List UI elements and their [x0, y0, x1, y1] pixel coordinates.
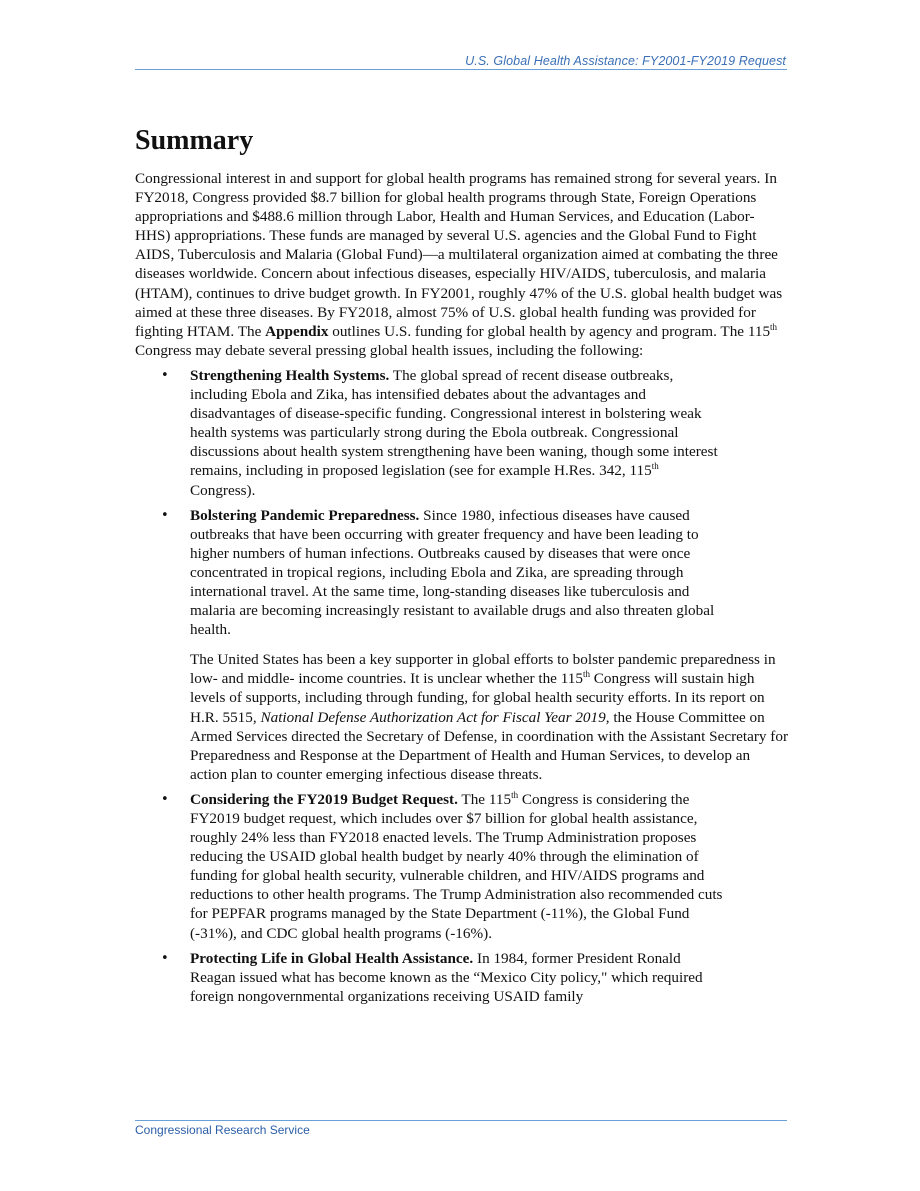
ndaa-title: National Defense Authorization Act for Fiscal Year 2019: [260, 708, 606, 726]
bullet-icon: •: [161, 507, 169, 523]
appendix-reference: Appendix: [265, 322, 329, 340]
subparagraph-superscript: th: [582, 669, 590, 680]
intro-superscript: th: [770, 321, 778, 332]
subparagraph-text-1: The United States has been a key supporter in global efforts to bolster pandemic preparedness in low- and middle- income countries. It is unclear whether the 115: [190, 651, 776, 688]
list-item-text: [190, 949, 725, 1006]
list-item-lead: Considering the FY2019 Budget Request.: [190, 790, 458, 808]
intro-text-1: Congressional interest in and support for global health programs has remained strong for several years. In FY2018, Congress provided $8.7 billion for global health programs through State, Foreign Operations appropriations and $488.6 million through Labor, Health and Human Services, and Education (Labor-HHS) appropriations. These funds are managed by several U.S. agencies and the Global Fund to Fight AIDS, Tuberculosis and Malaria (Global Fund)—a multilateral organization aimed at combating the three diseases worldwide. Concern about infectious diseases, especially HIV/AIDS, tuberculosis, and malaria (HTAM), continues to drive budget growth. In FY2001, roughly 47% of the U.S. global health budget was aimed at these three diseases. By FY2018, almost 75% of U.S. global health funding was provided for fighting HTAM. The: [135, 170, 783, 340]
list-item-body: In 1984, former President Ronald Reagan issued what has become known as the “Mexico City policy," which required foreign nongovernmental organizations receiving USAID family: [190, 949, 703, 1005]
list-item-budget-request: [135, 790, 787, 943]
list-item-health-systems: [135, 366, 787, 500]
list-item-pandemic-preparedness: [135, 506, 787, 784]
list-item-body-end: Congress).: [190, 481, 256, 499]
list-item-text: [190, 790, 725, 943]
list-item-protecting-life: [135, 949, 787, 1006]
list-item-text: [190, 366, 725, 500]
list-item-lead: Strengthening Health Systems.: [190, 366, 390, 384]
issue-list: [135, 366, 787, 1006]
intro-text-2: outlines U.S. funding for global health by agency and program. The 115: [328, 322, 771, 340]
list-item-superscript: th: [511, 789, 519, 800]
running-header-title: U.S. Global Health Assistance: FY2001-FY2019 Request: [465, 54, 786, 68]
list-item-body: The global spread of recent disease outbreaks, including Ebola and Zika, has intensified debates about the advantages and disadvantages of disease-specific funding. Congressional interest in bolstering weak health systems was particularly strong during the Ebola outbreak. Congressional discussions about health system strengthening have been waning, though some interest remains, including in proposed legislation (see for example H.Res. 342, 115: [190, 366, 718, 480]
list-item-superscript: th: [651, 461, 659, 472]
header-rule: [135, 69, 787, 70]
list-item-lead: Bolstering Pandemic Preparedness.: [190, 506, 420, 524]
intro-text-3: Congress may debate several pressing global health issues, including the following:: [135, 341, 644, 359]
bullet-icon: •: [161, 950, 169, 966]
bullet-icon: •: [161, 367, 169, 383]
subparagraph-text-2: Congress will sustain high levels of supports, including through funding, for global health security efforts. In its report on H.R. 5515,: [190, 670, 765, 726]
list-item-lead: Protecting Life in Global Health Assistance.: [190, 949, 474, 967]
list-item-body: Since 1980, infectious diseases have caused outbreaks that have been occurring with greater frequency and have been leading to higher numbers of human infections. Outbreaks caused by diseases that were once concentrated in tropical regions, including Ebola and Zika, are spreading through international travel. At the same time, long-standing diseases like tuberculosis and malaria are becoming increasingly resistant to available drugs and also threaten global health.: [190, 506, 715, 639]
list-item-text: [190, 506, 725, 640]
bullet-icon: •: [161, 791, 169, 807]
summary-section: [135, 124, 787, 1006]
section-heading: Summary: [135, 125, 254, 156]
subparagraph-text-3: , the House Committee on Armed Services directed the Secretary of Defense, in coordination with the Assistant Secretary for Preparedness and Response at the Department of Health and Human Services, to develop an action plan to counter emerging infectious disease threats.: [190, 708, 789, 783]
footer-organization: Congressional Research Service: [135, 1123, 310, 1137]
list-item-body: The 115: [457, 790, 512, 808]
list-item-subparagraph: [190, 650, 790, 784]
list-item-body-end: Congress is considering the FY2019 budget request, which includes over $7 billion for global health assistance, roughly 24% less than FY2018 enacted levels. The Trump Administration proposes reducing the USAID global health budget by nearly 40% through the elimination of funding for global health security, vulnerable children, and HIV/AIDS programs and reductions to other health programs. The Trump Administration also recommended cuts for PEPFAR programs managed by the State Department (-11%), the Global Fund (-31%), and CDC global health programs (-16%).: [190, 790, 723, 942]
intro-paragraph: [135, 169, 787, 360]
footer-rule: [135, 1120, 787, 1121]
